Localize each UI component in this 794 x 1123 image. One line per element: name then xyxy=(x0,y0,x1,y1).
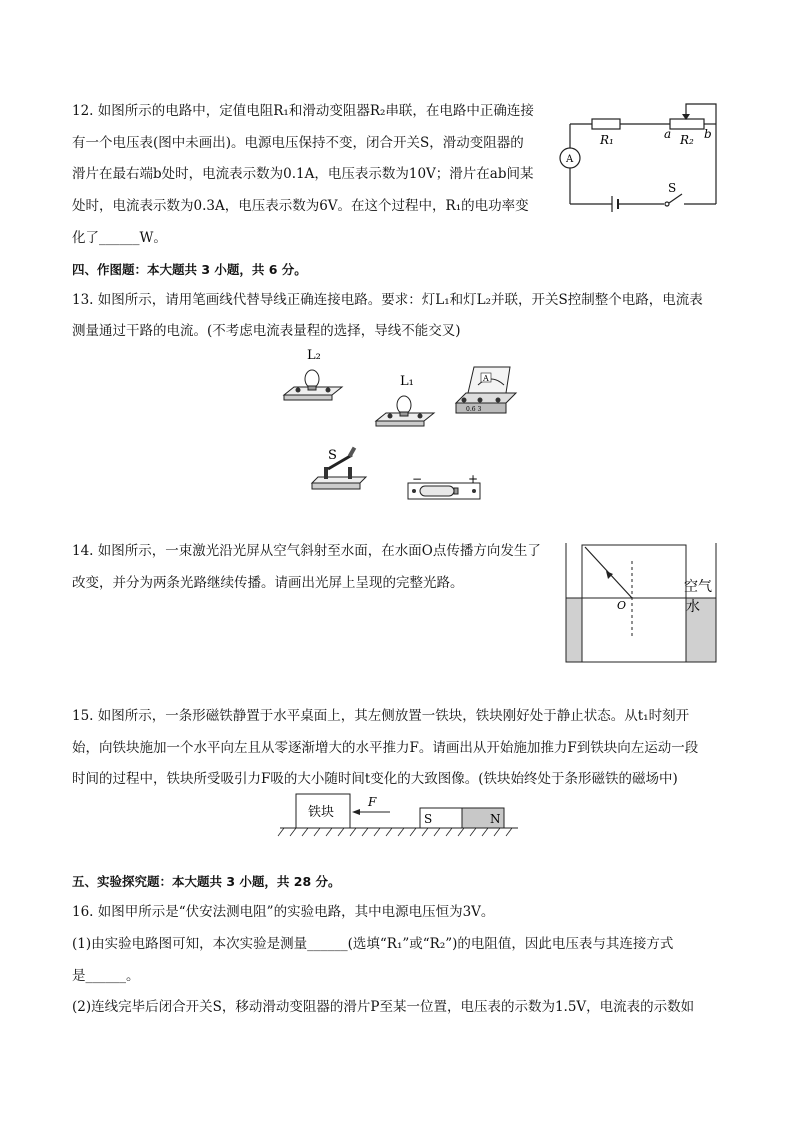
air-label: 空气 xyxy=(684,579,712,595)
section-4-heading: 四、作图题：本大题共 3 小题，共 6 分。 xyxy=(72,262,307,277)
q14-line-2: 改变，并分为两条光路继续传播。请画出光屏上呈现的完整光路。 xyxy=(72,575,464,591)
r1-label: R₁ xyxy=(600,133,614,147)
q16-line-4: (2)连线完毕后闭合开关S，移动滑动变阻器的滑片P至某一位置，电压表的示数为1.5V，电流表的示数如 xyxy=(72,999,695,1015)
q13-line-1: 13. 如图所示，请用笔画线代替导线正确连接电路。要求：灯L₁和灯L₂并联，开关S控制整个电路，电流表 xyxy=(72,292,703,308)
ammeter-scale-label: 0.6 3 xyxy=(466,406,482,413)
ammeter-face-label: A xyxy=(483,374,489,383)
magnet-n-label: N xyxy=(490,812,501,826)
battery-plus-label: + xyxy=(468,472,479,486)
r2-label: R₂ xyxy=(680,133,694,147)
q13-line-2: 测量通过干路的电流。(不考虑电流表量程的选择，导线不能交叉) xyxy=(72,323,461,339)
q15-line-1: 15. 如图所示，一条形磁铁静置于水平桌面上，其左侧放置一铁块，铁块刚好处于静止状态。从t₁时刻开 xyxy=(72,708,690,724)
iron-block-label: 铁块 xyxy=(308,805,335,820)
q15-magnet-figure xyxy=(276,790,522,840)
q12-line-3: 滑片在最右端b处时，电流表示数为0.1A，电压表示数为10V；滑片在ab间某 xyxy=(72,166,534,182)
q16-line-3: 是______。 xyxy=(72,968,140,984)
table-hatching xyxy=(278,828,512,836)
q15-line-2: 始，向铁块施加一个水平向左且从零逐渐增大的水平推力F。请画出从开始施加推力F到铁块向左运动一段 xyxy=(72,740,699,756)
force-f-label: F xyxy=(368,795,377,809)
q12-line-5: 化了______W。 xyxy=(72,230,167,246)
q12-line-4: 处时，电流表示数为0.3A，电压表示数为6V。在这个过程中，R₁的电功率变 xyxy=(72,198,529,214)
q12-line-2: 有一个电压表(图中未画出)。电源电压保持不变，闭合开关S，滑动变阻器的 xyxy=(72,135,524,151)
point-o-label: O xyxy=(617,599,627,612)
q15-line-3: 时间的过程中，铁块所受吸引力F吸的大小随时间t变化的大致图像。(铁块始终处于条形磁铁的磁场中) xyxy=(72,771,678,787)
lamp-l2-label: L₂ xyxy=(307,348,321,363)
r1-resistor xyxy=(592,119,620,129)
point-a-label: a xyxy=(664,127,672,141)
q16-line-2: (1)由实验电路图可知，本次实验是测量______(选填“R₁”或“R₂”)的电阻值，因此电压表与其连接方式 xyxy=(72,936,674,952)
r2-rheostat xyxy=(670,119,704,129)
ammeter-label: A xyxy=(566,154,574,165)
switch-s-label: S xyxy=(328,448,337,463)
lamp-l1 xyxy=(376,396,434,426)
q14-line-1: 14. 如图所示，一束激光沿光屏从空气斜射至水面，在水面O点传播方向发生了 xyxy=(72,543,541,559)
battery-minus-label: − xyxy=(412,472,423,486)
lamp-l1-label: L₁ xyxy=(400,374,414,389)
q13-components-figure xyxy=(278,343,528,503)
switch-label: S xyxy=(668,181,677,195)
lamp-l2 xyxy=(284,370,342,400)
magnet-s-label: S xyxy=(424,812,433,826)
section-5-heading: 五、实验探究题：本大题共 3 小题，共 28 分。 xyxy=(72,874,341,889)
water-label: 水 xyxy=(686,599,700,615)
point-b-label: b xyxy=(704,127,712,141)
q12-circuit-figure xyxy=(548,98,728,218)
q16-line-1: 16. 如图甲所示是“伏安法测电阻”的实验电路，其中电源电压恒为3V。 xyxy=(72,904,495,920)
q12-line-1: 12. 如图所示的电路中，定值电阻R₁和滑动变阻器R₂串联，在电路中正确连接 xyxy=(72,103,534,119)
knife-switch xyxy=(312,447,366,489)
q14-refraction-figure xyxy=(560,541,722,665)
